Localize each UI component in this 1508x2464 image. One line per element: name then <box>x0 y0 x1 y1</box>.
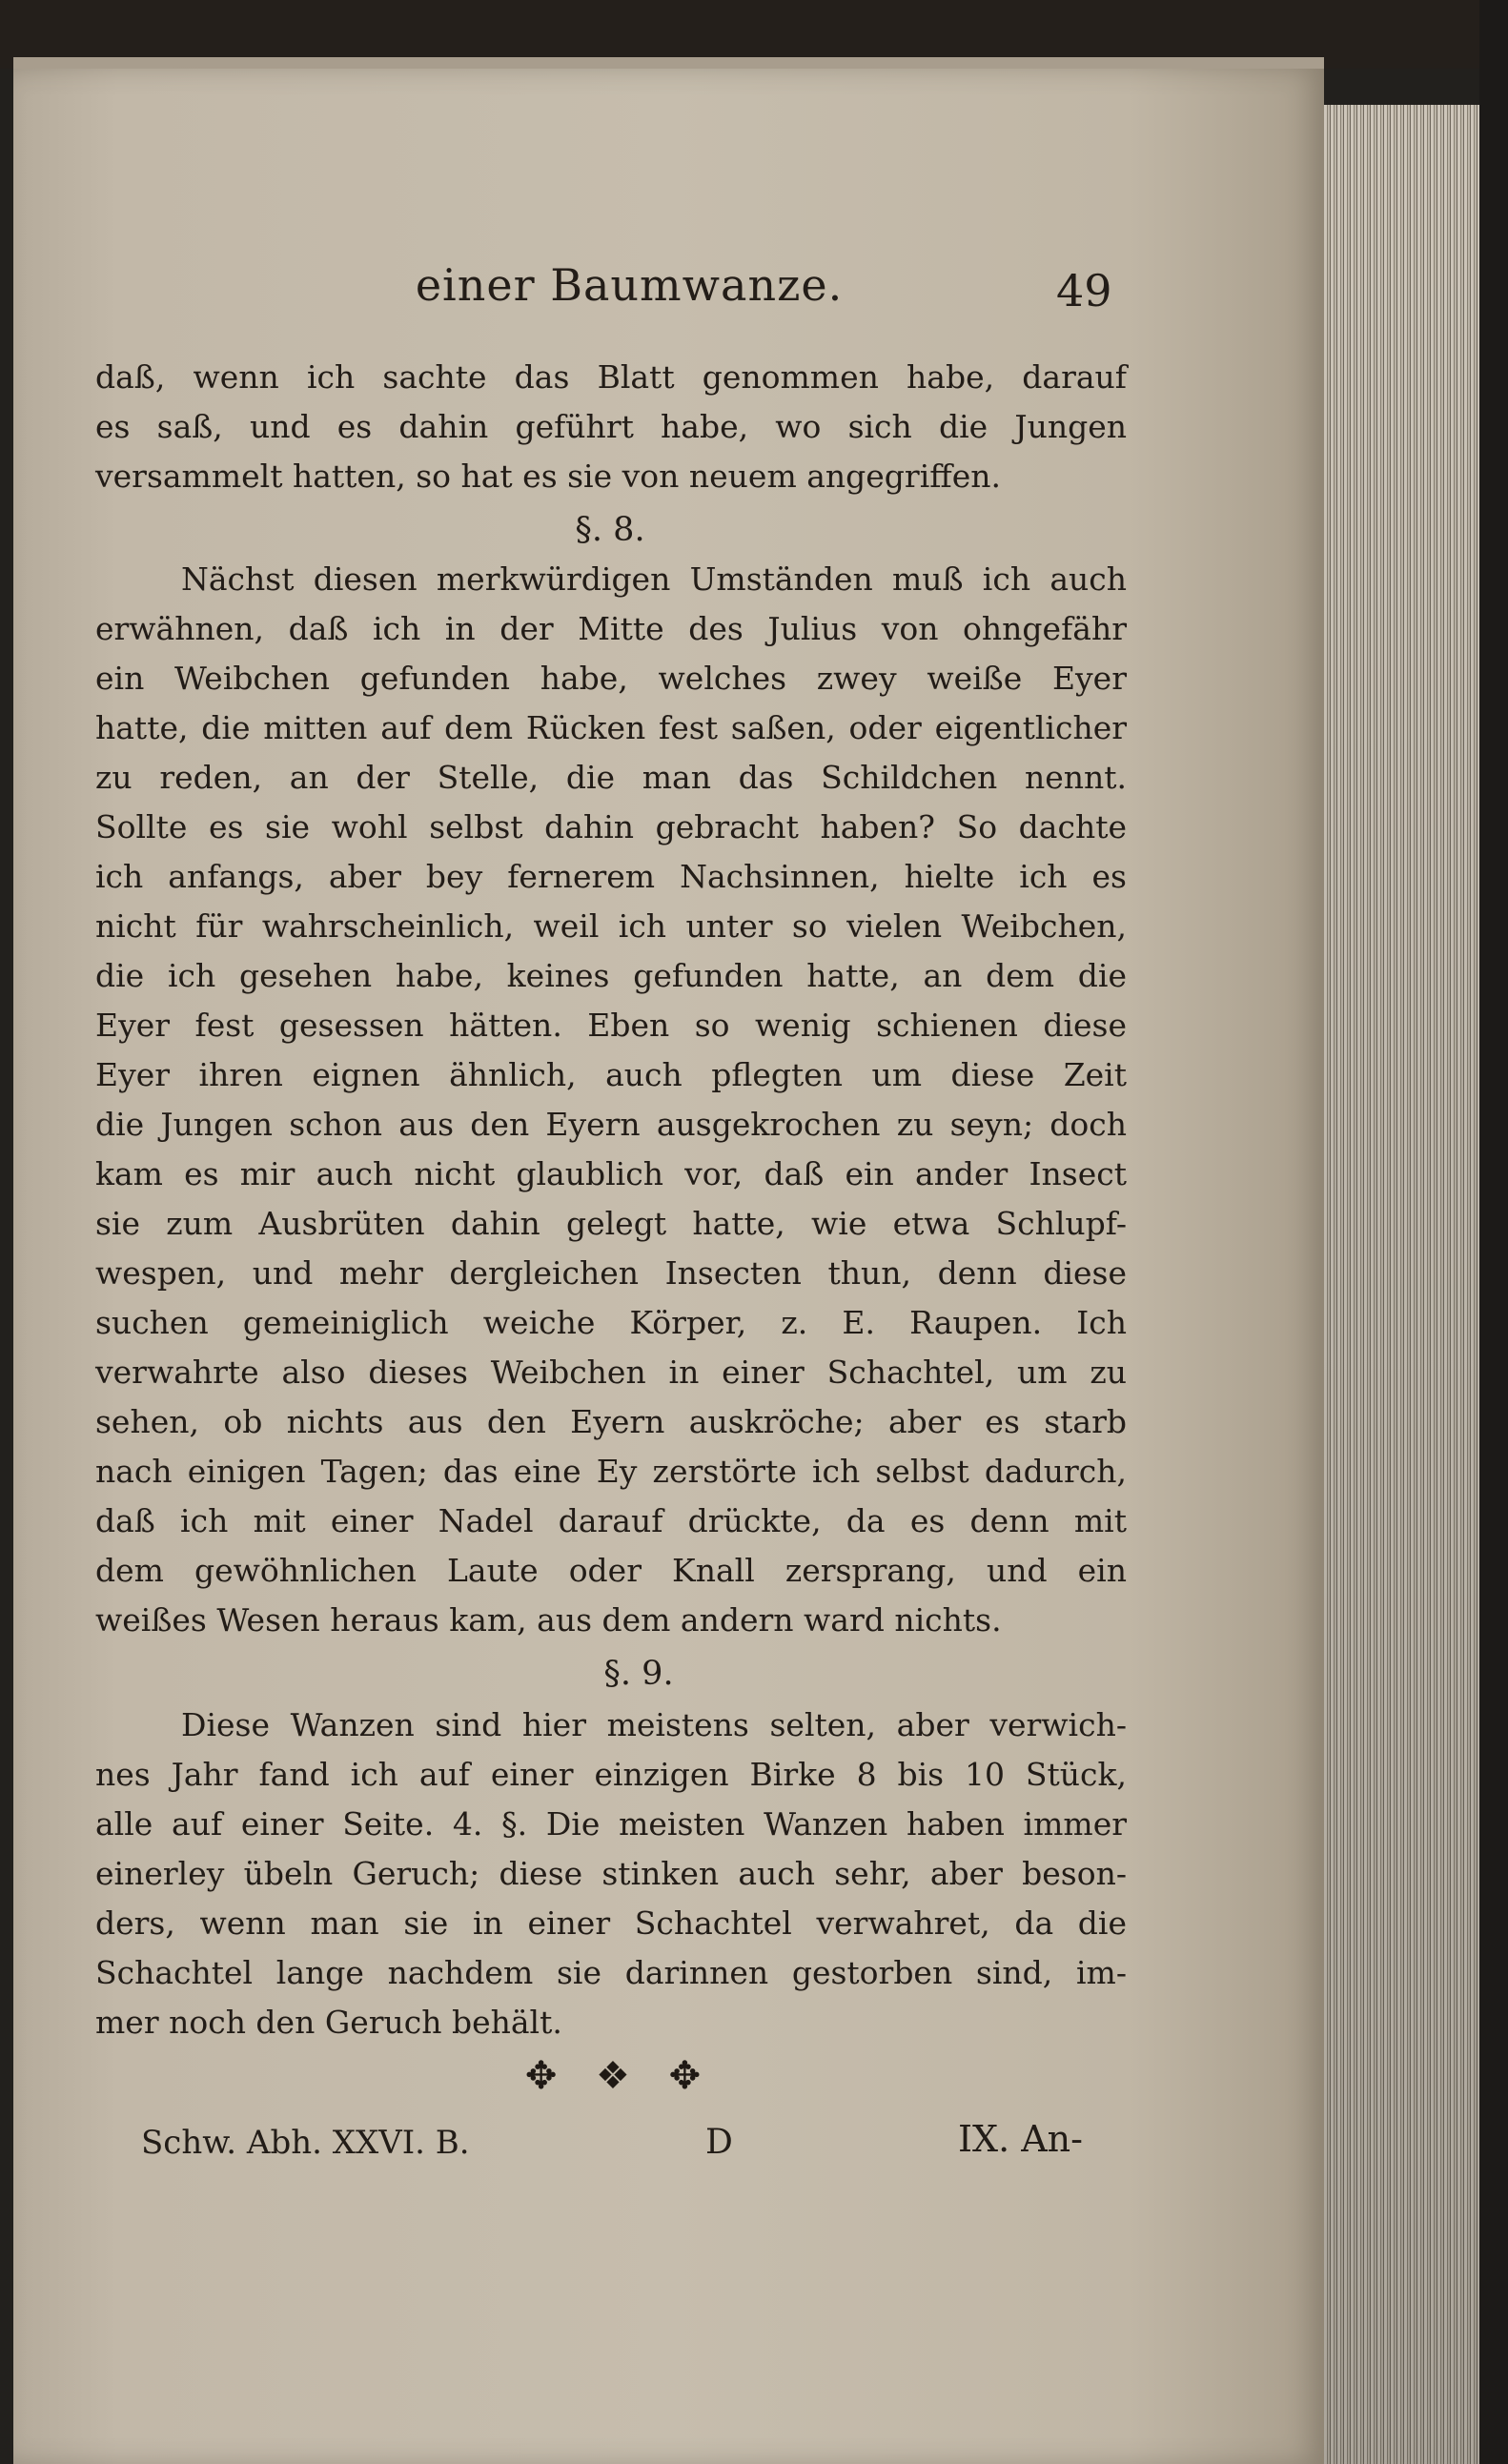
text-line: versammelt hatten, so hat es sie von neuem angegriffen. <box>95 458 1001 495</box>
text-line: zu reden, an der Stelle, die man das Schildchen nennt. <box>95 759 1127 796</box>
text-line: die ich gesehen habe, keines gefunden hatte, an dem die <box>95 957 1127 994</box>
text-line: einerley übeln Geruch; diese stinken auch sehr, aber beson- <box>95 1855 1127 1892</box>
text-line: es saß, und es dahin geführt habe, wo sich die Jungen <box>95 408 1127 445</box>
text-line: dem gewöhnlichen Laute oder Knall zersprang, und ein <box>95 1552 1127 1589</box>
text-line: die Jungen schon aus den Eyern ausgekrochen zu seyn; doch <box>95 1106 1127 1143</box>
text-line: Eyer fest gesessen hätten. Eben so wenig schienen diese <box>95 1007 1127 1044</box>
text-line: nicht für wahrscheinlich, weil ich unter so vielen Weibchen, <box>95 907 1127 945</box>
signature-mark: Schw. Abh. XXVI. B. <box>141 2124 470 2162</box>
text-line: hatte, die mitten auf dem Rücken fest saßen, oder eigentlicher <box>95 709 1127 746</box>
text-line: sehen, ob nichts aus den Eyern auskröche; aber es starb <box>95 1403 1127 1440</box>
text-line: erwähnen, daß ich in der Mitte des Julius von ohngefähr <box>95 610 1127 647</box>
page-stack-edges <box>1324 105 1479 2464</box>
text-line: kam es mir auch nicht glaublich vor, daß ein ander Insect <box>95 1155 1127 1192</box>
page-top-edge <box>13 57 1324 69</box>
text-line: weißes Wesen heraus kam, aus dem andern ward nichts. <box>95 1601 1002 1639</box>
section-heading-8: §. 8. <box>575 511 645 549</box>
text-line: alle auf einer Seite. 4. §. Die meisten Wanzen haben immer <box>95 1805 1127 1843</box>
running-head: einer Baumwanze. <box>415 259 844 311</box>
text-line: nes Jahr fand ich auf einer einzigen Birke 8 bis 10 Stück, <box>95 1756 1127 1793</box>
text-line: daß, wenn ich sachte das Blatt genommen habe, darauf <box>95 358 1127 396</box>
text-line: nach einigen Tagen; das eine Ey zerstörte ich selbst dadurch, <box>95 1453 1127 1490</box>
text-line: Sollte es sie wohl selbst dahin gebracht haben? So dachte <box>95 808 1127 845</box>
text-line: daß ich mit einer Nadel darauf drückte, da es denn mit <box>95 1502 1127 1539</box>
text-line: Diese Wanzen sind hier meistens selten, aber verwich- <box>181 1706 1127 1743</box>
text-line: ders, wenn man sie in einer Schachtel verwahret, da die <box>95 1904 1127 1942</box>
text-line: mer noch den Geruch behält. <box>95 2004 562 2041</box>
catchword: IX. An- <box>958 2118 1083 2160</box>
text-line: verwahrte also dieses Weibchen in einer Schachtel, um zu <box>95 1354 1127 1391</box>
text-line: wespen, und mehr dergleichen Insecten thun, denn diese <box>95 1254 1127 1292</box>
text-line: Eyer ihren eignen ähnlich, auch pflegten um diese Zeit <box>95 1056 1127 1093</box>
text-line: Nächst diesen merkwürdigen Umständen muß ich auch <box>181 560 1127 598</box>
page-number: 49 <box>1056 265 1112 316</box>
signature-letter: D <box>705 2123 733 2162</box>
text-line: ein Weibchen gefunden habe, welches zwey weiße Eyer <box>95 660 1127 697</box>
text-line: Schachtel lange nachdem sie darinnen gestorben sind, im- <box>95 1954 1127 1991</box>
printer-ornament: ✥ ❖ ✥ <box>524 2054 715 2098</box>
text-line: ich anfangs, aber bey fernerem Nachsinnen, hielte ich es <box>95 858 1127 895</box>
book-cover-right <box>1479 0 1508 2464</box>
section-heading-9: §. 9. <box>603 1655 674 1693</box>
text-line: sie zum Ausbrüten dahin gelegt hatte, wie etwa Schlupf- <box>95 1205 1127 1242</box>
text-line: suchen gemeiniglich weiche Körper, z. E. Raupen. Ich <box>95 1304 1127 1341</box>
